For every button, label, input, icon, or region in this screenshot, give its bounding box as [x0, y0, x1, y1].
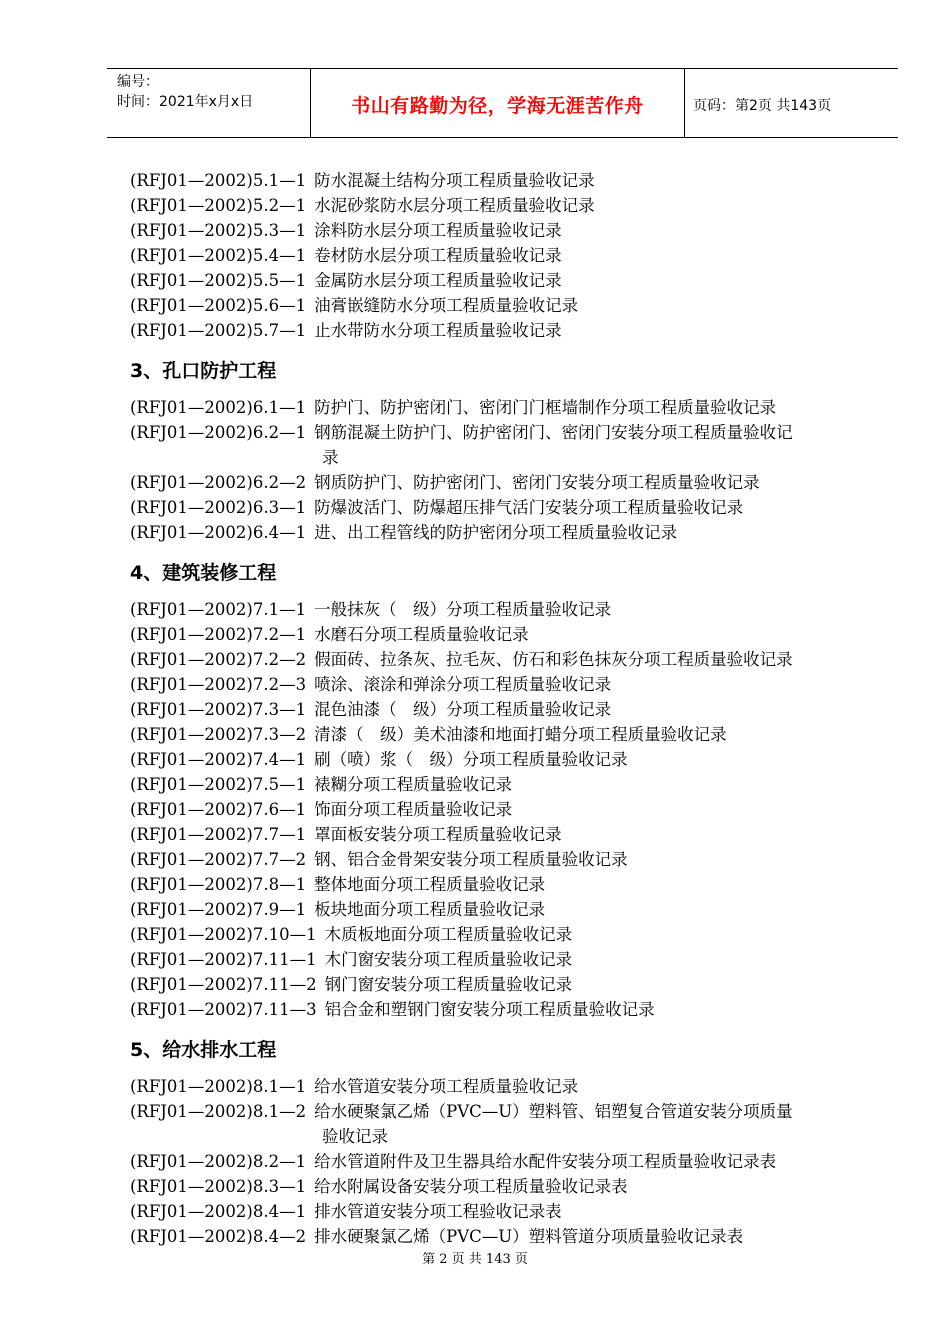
item-code: (RFJ01—2002)7.1—1	[130, 600, 307, 619]
list-item	[130, 672, 890, 697]
item-title: 裱糊分项工程质量验收记录	[314, 775, 513, 794]
list-item	[130, 872, 890, 897]
item-code: (RFJ01—2002)7.7—2	[130, 850, 307, 869]
list-item	[130, 218, 890, 243]
item-title: 钢筋混凝土防护门、防护密闭门、密闭门安装分项工程质量验收记	[314, 423, 793, 442]
item-title: 木门窗安装分项工程质量验收记录	[324, 950, 573, 969]
item-title: 给水管道附件及卫生器具给水配件安装分项工程质量验收记录表	[314, 1152, 777, 1171]
item-code: (RFJ01—2002)7.4—1	[130, 750, 307, 769]
item-title: 油膏嵌缝防水分项工程质量验收记录	[314, 296, 579, 315]
item-code: (RFJ01—2002)7.2—1	[130, 625, 307, 644]
item-title: 给水附属设备安装分项工程质量验收记录表	[314, 1177, 628, 1196]
item-code: (RFJ01—2002)7.10—1	[130, 925, 317, 944]
item-code: (RFJ01—2002)6.3—1	[130, 498, 307, 517]
item-code: (RFJ01—2002)7.5—1	[130, 775, 307, 794]
item-code: (RFJ01—2002)8.3—1	[130, 1177, 307, 1196]
item-code: (RFJ01—2002)8.2—1	[130, 1152, 307, 1171]
item-code: (RFJ01—2002)7.11—1	[130, 950, 317, 969]
section-heading: 5、给水排水工程	[130, 1039, 277, 1061]
page-header	[107, 68, 898, 138]
footer-page-number: 第 2 页 共 143 页	[422, 1252, 528, 1267]
item-title: 饰面分项工程质量验收记录	[314, 800, 513, 819]
top-item-list	[130, 168, 890, 343]
item-title: 罩面板安装分项工程质量验收记录	[314, 825, 562, 844]
item-title: 排水管道安装分项工程验收记录表	[314, 1202, 562, 1221]
list-item	[130, 972, 890, 997]
list-item	[130, 1074, 890, 1099]
item-title: 整体地面分项工程质量验收记录	[314, 875, 546, 894]
item-code: (RFJ01—2002)7.6—1	[130, 800, 307, 819]
item-code: (RFJ01—2002)7.8—1	[130, 875, 307, 894]
item-code: (RFJ01—2002)8.4—1	[130, 1202, 307, 1221]
item-code: (RFJ01—2002)7.3—2	[130, 725, 307, 744]
list-item	[130, 520, 890, 545]
item-title: 一般抹灰（ 级）分项工程质量验收记录	[314, 600, 612, 619]
item-title: 水磨石分项工程质量验收记录	[314, 625, 529, 644]
item-title: 金属防水层分项工程质量验收记录	[314, 271, 562, 290]
item-code: (RFJ01—2002)7.2—2	[130, 650, 307, 669]
item-code: (RFJ01—2002)7.11—3	[130, 1000, 317, 1019]
list-item	[130, 495, 890, 520]
list-item	[130, 1174, 890, 1199]
item-title: 涂料防水层分项工程质量验收记录	[314, 221, 562, 240]
item-title: 防水混凝土结构分项工程质量验收记录	[314, 171, 595, 190]
list-item	[130, 622, 890, 647]
item-code: (RFJ01—2002)5.4—1	[130, 246, 307, 265]
item-code: (RFJ01—2002)6.2—2	[130, 473, 307, 492]
item-code: (RFJ01—2002)8.1—1	[130, 1077, 307, 1096]
list-item	[130, 293, 890, 318]
item-title: 止水带防水分项工程质量验收记录	[314, 321, 562, 340]
section-heading: 4、建筑装修工程	[130, 562, 277, 584]
item-title: 铝合金和塑钢门窗安装分项工程质量验收记录	[324, 1000, 655, 1019]
header-motto-cell	[311, 69, 685, 137]
item-title: 清漆（ 级）美术油漆和地面打蜡分项工程质量验收记录	[314, 725, 727, 744]
item-title: 卷材防水层分项工程质量验收记录	[314, 246, 562, 265]
item-title: 防爆波活门、防爆超压排气活门安装分项工程质量验收记录	[314, 498, 744, 517]
item-title-continuation: 录	[322, 448, 339, 467]
item-title: 给水硬聚氯乙烯（PVC—U）塑料管、铝塑复合管道安装分项质量	[314, 1102, 793, 1121]
item-code: (RFJ01—2002)5.2—1	[130, 196, 307, 215]
item-title: 钢质防护门、防护密闭门、密闭门安装分项工程质量验收记录	[314, 473, 760, 492]
document-body	[130, 168, 890, 1249]
list-item	[130, 318, 890, 343]
item-title: 给水管道安装分项工程质量验收记录	[314, 1077, 579, 1096]
item-code: (RFJ01—2002)7.7—1	[130, 825, 307, 844]
list-item	[130, 772, 890, 797]
item-code: (RFJ01—2002)6.4—1	[130, 523, 307, 542]
page-footer	[0, 1248, 950, 1267]
list-item	[130, 897, 890, 922]
list-item	[130, 420, 890, 445]
item-title-continuation: 验收记录	[322, 1127, 388, 1146]
item-code: (RFJ01—2002)6.2—1	[130, 423, 307, 442]
item-code: (RFJ01—2002)7.9—1	[130, 900, 307, 919]
header-meta-cell	[107, 69, 311, 137]
list-item	[130, 722, 890, 747]
list-item	[130, 168, 890, 193]
item-title: 板块地面分项工程质量验收记录	[314, 900, 546, 919]
item-code: (RFJ01—2002)7.3—1	[130, 700, 307, 719]
item-code: (RFJ01—2002)5.6—1	[130, 296, 307, 315]
item-title: 排水硬聚氯乙烯（PVC—U）塑料管道分项质量验收记录表	[314, 1227, 744, 1246]
item-title: 钢门窗安装分项工程质量验收记录	[324, 975, 573, 994]
list-item	[130, 922, 890, 947]
item-title: 水泥砂浆防水层分项工程质量验收记录	[314, 196, 595, 215]
section-list	[130, 351, 890, 1249]
section-heading: 3、孔口防护工程	[130, 360, 277, 382]
item-code: (RFJ01—2002)8.4—2	[130, 1227, 307, 1246]
item-title: 混色油漆（ 级）分项工程质量验收记录	[314, 700, 612, 719]
item-title: 防护门、防护密闭门、密闭门门框墙制作分项工程质量验收记录	[314, 398, 777, 417]
document-date: 时间：2021年x月x日	[117, 94, 254, 110]
list-item	[130, 697, 890, 722]
item-code: (RFJ01—2002)5.3—1	[130, 221, 307, 240]
list-item	[130, 797, 890, 822]
item-code: (RFJ01—2002)8.1—2	[130, 1102, 307, 1121]
item-code: (RFJ01—2002)7.2—3	[130, 675, 307, 694]
list-item	[130, 847, 890, 872]
list-item	[130, 1099, 890, 1124]
item-title: 刷（喷）浆（ 级）分项工程质量验收记录	[314, 750, 628, 769]
list-item	[130, 1149, 890, 1174]
list-item	[130, 470, 890, 495]
list-item	[130, 243, 890, 268]
item-title: 钢、铝合金骨架安装分项工程质量验收记录	[314, 850, 628, 869]
document-number: 编号：	[117, 74, 159, 90]
item-code: (RFJ01—2002)5.5—1	[130, 271, 307, 290]
header-motto: 书山有路勤为径，学海无涯苦作舟	[351, 95, 644, 117]
item-title: 进、出工程管线的防护密闭分项工程质量验收记录	[314, 523, 678, 542]
list-item	[130, 822, 890, 847]
list-item	[130, 395, 890, 420]
list-item	[130, 947, 890, 972]
list-item	[130, 597, 890, 622]
item-code: (RFJ01—2002)5.1—1	[130, 171, 307, 190]
list-item	[130, 193, 890, 218]
header-page-number: 页码：第2页 共143页	[693, 98, 832, 114]
item-code: (RFJ01—2002)5.7—1	[130, 321, 307, 340]
list-item	[130, 647, 890, 672]
list-item	[130, 1199, 890, 1224]
item-title: 木质板地面分项工程质量验收记录	[324, 925, 573, 944]
item-title: 假面砖、拉条灰、拉毛灰、仿石和彩色抹灰分项工程质量验收记录	[314, 650, 793, 669]
item-code: (RFJ01—2002)6.1—1	[130, 398, 307, 417]
list-item	[130, 268, 890, 293]
list-item	[130, 747, 890, 772]
list-item	[130, 997, 890, 1022]
item-code: (RFJ01—2002)7.11—2	[130, 975, 317, 994]
header-page-cell	[685, 69, 898, 137]
list-item	[130, 1224, 890, 1249]
item-title: 喷涂、滚涂和弹涂分项工程质量验收记录	[314, 675, 612, 694]
